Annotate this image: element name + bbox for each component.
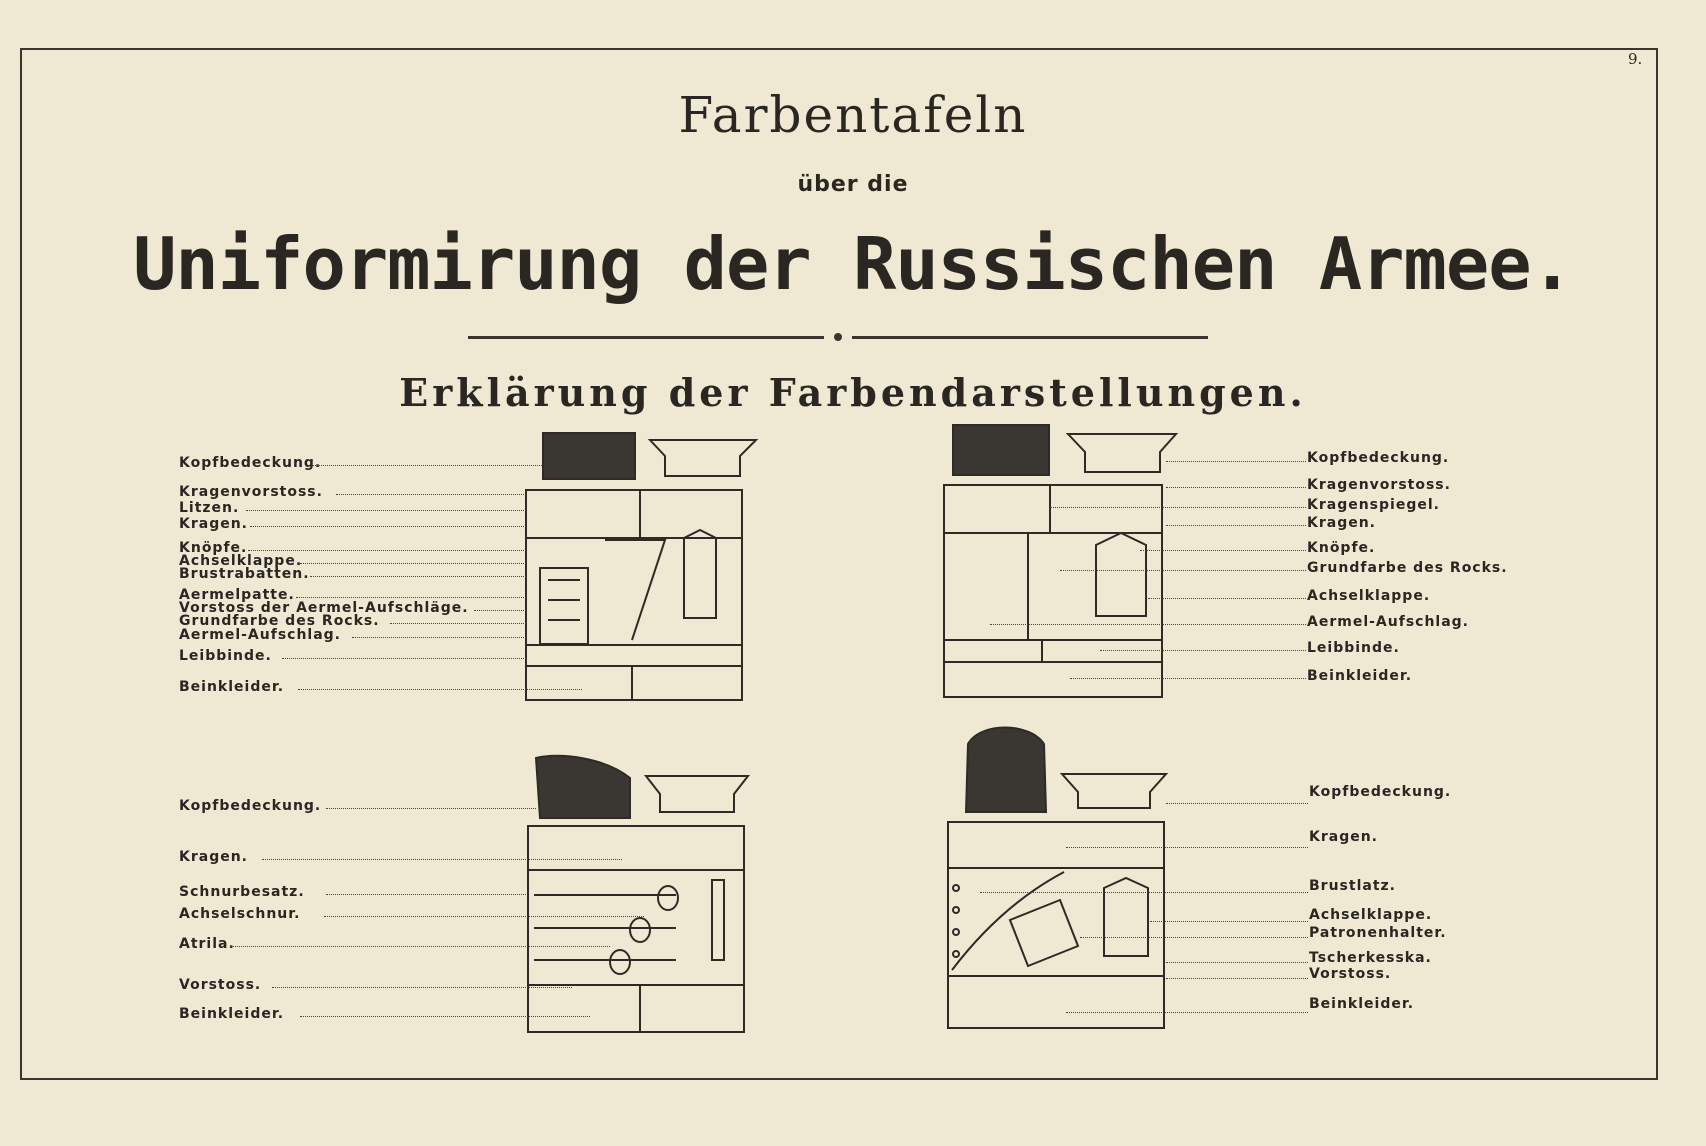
label-kragen: Kragen. xyxy=(179,849,249,865)
leader-line xyxy=(336,494,526,495)
label-beinkleider: Beinkleider. xyxy=(179,679,285,695)
leader-line xyxy=(1140,550,1306,551)
label-kopfbedeckung: Kopfbedeckung. xyxy=(1307,450,1450,466)
label-beinkleider: Beinkleider. xyxy=(1307,668,1413,684)
leader-line xyxy=(296,597,526,598)
label-grundfarbe: Grundfarbe des Rocks. xyxy=(179,613,380,629)
label-brustrabatten: Brustrabatten. xyxy=(179,566,310,582)
label-kragen: Kragen. xyxy=(1307,515,1377,531)
diagram-top-right xyxy=(944,425,1176,697)
leader-line xyxy=(300,563,526,564)
leader-line xyxy=(262,859,622,860)
leader-line xyxy=(1070,678,1306,679)
label-brustlatz: Brustlatz. xyxy=(1309,878,1396,894)
label-kragenvorstoss: Kragenvorstoss. xyxy=(1307,477,1451,493)
leader-line xyxy=(230,946,610,947)
label-litzen: Litzen. xyxy=(179,500,240,516)
leader-line xyxy=(1166,978,1308,979)
page-title: Farbentafeln xyxy=(678,86,1028,144)
leader-line xyxy=(1166,962,1308,963)
label-aermelpatte: Aermelpatte. xyxy=(179,587,295,603)
leader-line xyxy=(1166,525,1306,526)
label-achselklappe: Achselklappe. xyxy=(1307,588,1431,604)
leader-line xyxy=(326,808,536,809)
label-patronenhalter: Patronenhalter. xyxy=(1309,925,1447,941)
leader-line xyxy=(474,610,526,611)
label-kopfbedeckung: Kopfbedeckung. xyxy=(179,455,322,471)
leader-line xyxy=(1060,570,1306,571)
diagram-top-left xyxy=(526,433,756,700)
page-subtitle: über die xyxy=(797,172,909,197)
leader-line xyxy=(1166,803,1308,804)
leader-line xyxy=(390,623,526,624)
leader-line xyxy=(312,465,542,466)
leader-line xyxy=(246,510,526,511)
label-tscherkesska: Tscherkesska. xyxy=(1309,950,1432,966)
label-kragenvorstoss: Kragenvorstoss. xyxy=(179,484,323,500)
leader-line xyxy=(250,526,526,527)
label-kragen: Kragen. xyxy=(179,516,249,532)
leader-line xyxy=(324,916,644,917)
leader-line xyxy=(1100,650,1306,651)
leader-line xyxy=(1066,847,1308,848)
leader-line xyxy=(298,689,582,690)
leader-line xyxy=(990,624,1306,625)
label-grundfarbe: Grundfarbe des Rocks. xyxy=(1307,560,1508,576)
leader-line xyxy=(272,987,572,988)
page-number: 9. xyxy=(1628,50,1643,68)
label-knoepfe: Knöpfe. xyxy=(1307,540,1376,556)
main-title: Uniformirung der Russischen Armee. xyxy=(133,222,1573,306)
label-vorstoss: Vorstoss. xyxy=(179,977,262,993)
label-beinkleider: Beinkleider. xyxy=(179,1006,285,1022)
leader-line xyxy=(1080,937,1308,938)
leader-line xyxy=(1166,487,1306,488)
label-vorstoss-aermel: Vorstoss der Aermel-Aufschläge. xyxy=(179,600,469,616)
label-kopfbedeckung: Kopfbedeckung. xyxy=(179,798,322,814)
label-achselklappe: Achselklappe. xyxy=(1309,907,1433,923)
leader-line xyxy=(352,637,526,638)
label-leibbinde: Leibbinde. xyxy=(179,648,272,664)
section-title: Erklärung der Farbendarstellungen. xyxy=(399,370,1307,415)
label-kragenspiegel: Kragenspiegel. xyxy=(1307,497,1440,513)
diagram-bottom-right xyxy=(948,728,1166,1029)
leader-line xyxy=(1150,921,1308,922)
leader-line xyxy=(300,1016,590,1017)
label-achselschnur: Achselschnur. xyxy=(179,906,301,922)
label-aermel-aufschlag: Aermel-Aufschlag. xyxy=(1307,614,1470,630)
label-leibbinde: Leibbinde. xyxy=(1307,640,1400,656)
label-aermel-aufschlag: Aermel-Aufschlag. xyxy=(179,627,342,643)
leader-line xyxy=(248,550,526,551)
leader-line xyxy=(326,894,526,895)
leader-line xyxy=(1050,507,1306,508)
diagram-bottom-left xyxy=(528,756,748,1032)
label-kopfbedeckung: Kopfbedeckung. xyxy=(1309,784,1452,800)
leader-line xyxy=(1066,1012,1308,1013)
leader-line xyxy=(310,576,526,577)
label-schnurbesatz: Schnurbesatz. xyxy=(179,884,305,900)
label-atrila: Atrila. xyxy=(179,936,235,952)
label-knoepfe: Knöpfe. xyxy=(179,540,248,556)
leader-line xyxy=(1166,461,1306,462)
label-beinkleider: Beinkleider. xyxy=(1309,996,1415,1012)
label-vorstoss: Vorstoss. xyxy=(1309,966,1392,982)
leader-line xyxy=(980,892,1308,893)
label-achselklappe: Achselklappe. xyxy=(179,553,303,569)
label-kragen: Kragen. xyxy=(1309,829,1379,845)
leader-line xyxy=(282,658,526,659)
leader-line xyxy=(1148,598,1306,599)
